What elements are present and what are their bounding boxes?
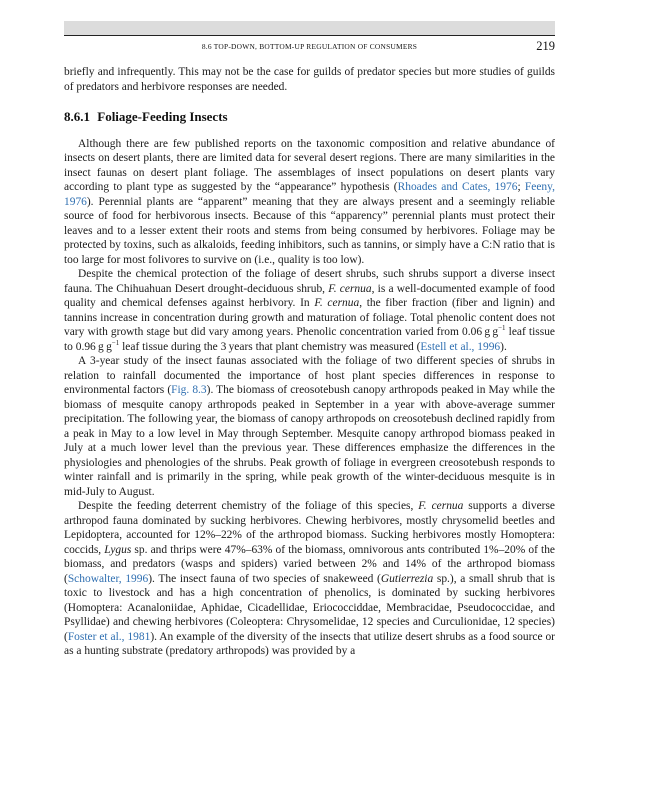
paragraph-2 xyxy=(64,267,555,354)
citation-link[interactable]: Rhoades and Cates, 1976 xyxy=(397,181,518,193)
citation-link[interactable]: Estell et al., 1996 xyxy=(420,340,501,353)
text-run: Despite the feeding deterrent chemistry of the foliage of this species, xyxy=(78,500,419,512)
intro-paragraph: briefly and infrequently. This may not be the case for guilds of predator species but more studies of guilds of predators and herbivore responses are needed. xyxy=(64,66,555,93)
text-run: supports a diverse arthropod fauna dominated by sucking herbivores. Chewing herbivores, mostly chrysomelid beetles and Lepidoptera, accounted for 12%–22% of the arthropod biomass. Sucking herbivores mostly Homoptera: coccids, xyxy=(64,500,555,556)
body-text xyxy=(64,65,555,659)
citation-link[interactable]: Foster et al., 1981 xyxy=(67,630,151,643)
paragraph-1 xyxy=(64,137,555,268)
text-run: ). The insect fauna of two species of snakeweed ( xyxy=(148,572,381,585)
species-name: Lygus xyxy=(104,543,132,556)
page-number: 219 xyxy=(536,39,555,53)
paragraph-4 xyxy=(64,499,555,659)
superscript: −1 xyxy=(498,324,506,333)
text-run: ). The biomass of creosotebush canopy arthropods peaked in May while the biomass of mesquite canopy arthropods peaked in September in a year with above-average summer precipitation. The following year, the biomass of canopy arthropods on creosotebush declined rapidly from a peak in May to a low level in May through September. Mesquite canopy arthropod biomass peaked in July at a much lower level than the previous year. These differences emphasize the differences in the physiologies and phenologies of the shrubs. Peak growth of foliage in evergreen creosotebush responds to winter rainfall and is primarily in the spring, while peak growth of the winter-deciduous mesquite is in mid-July to August. xyxy=(64,384,555,498)
section-title: Foliage-Feeding Insects xyxy=(97,109,228,124)
text-run: , is a well-documented example of food quality and chemical defenses against herbivory. In xyxy=(64,282,556,309)
citation-link[interactable]: Feeny, 1976 xyxy=(64,181,555,208)
superscript: −1 xyxy=(111,338,120,347)
page-header xyxy=(64,35,555,56)
species-name: F. cernua xyxy=(418,500,464,512)
species-name: F. cernua xyxy=(328,282,372,295)
text-run: , the fiber fraction (fiber and lignin) and tannins increase in concentration during growth and maturation of foliage. Total phenolic content does not vary with growth stage but did vary among years. Phenolic concentration varied from 0.06 g g xyxy=(64,297,555,338)
top-gray-bar xyxy=(64,21,555,35)
text-run: leaf tissue during the 3 years that plant chemistry was measured ( xyxy=(119,340,421,353)
paragraph-3 xyxy=(64,354,555,499)
running-head: 8.6 TOP-DOWN, BOTTOM-UP REGULATION OF CONSUMERS xyxy=(201,42,418,51)
text-run: sp. and thrips were 47%–63% of the biomass, omnivorous ants contributed 1%–20% of the biomass, and predators (wasps and spiders) varied between 2% and 14% of the arthropod biomass ( xyxy=(64,543,556,585)
genus-name: Gutierrezia xyxy=(380,572,434,585)
text-run: ). An example of the diversity of the insects that utilize desert shrubs as a food source or as a hunting substrate (predatory arthropods) was provided by a xyxy=(64,630,555,657)
text-run: Although there are few published reports on the taxonomic composition and relative abundance of insects on desert plants, there are limited data for several desert regions. There are many similarities in the insect faunas on desert plant foliage. The assemblages of insect populations on desert plants vary according to plant type as suggested by the “appearance” hypothesis ( xyxy=(64,137,555,193)
text-run: Despite the chemical protection of the foliage of desert shrubs, such shrubs support a diverse insect fauna. The Chihuahuan Desert drought-deciduous shrub, xyxy=(64,268,555,295)
citation-link[interactable]: Schowalter, 1996 xyxy=(67,572,149,585)
species-name: F. cernua xyxy=(314,297,360,309)
figure-link[interactable]: Fig. 8.3 xyxy=(171,384,207,396)
text-run: sp.), a small shrub that is toxic to livestock and has a high concentration of phenolics, is dominated by sucking herbivores (Homoptera: Acanaloniidae, Aphidae, Cicadellidae, Eriococciddae, Membracidae, Pseudococcidae, and Psyllidae) and chewing herbivores (Coleoptera: Chrysomelidae, 12 species and Curculionidae, 12 species) ( xyxy=(64,572,556,643)
text-run: ; xyxy=(517,181,525,193)
section-number: 8.6.1 xyxy=(64,109,90,124)
text-run: leaf tissue to 0.96 g g xyxy=(64,326,555,353)
text-run: A 3-year study of the insect faunas associated with the foliage of two different species of shrubs in relation to rainfall documented the importance of host plant species differences in response to environmental factors ( xyxy=(64,355,555,396)
text-run: ). xyxy=(500,340,507,353)
text-run: ). Perennial plants are “apparent” meaning that they are always present and a seemingly reliable source of food for herbivorous insects. Because of this “apparency” perennial plants must protect their leaves and to a lesser extent their roots and stems from being consumed by herbivores. Foliage may be protected by toxins, such as alkaloids, feeding inhibitors, such as tannins, or simply have a C:N ratio that is too large for most folivores to survive on (i.e., quality is too low). xyxy=(64,195,555,266)
section-heading xyxy=(64,110,555,125)
